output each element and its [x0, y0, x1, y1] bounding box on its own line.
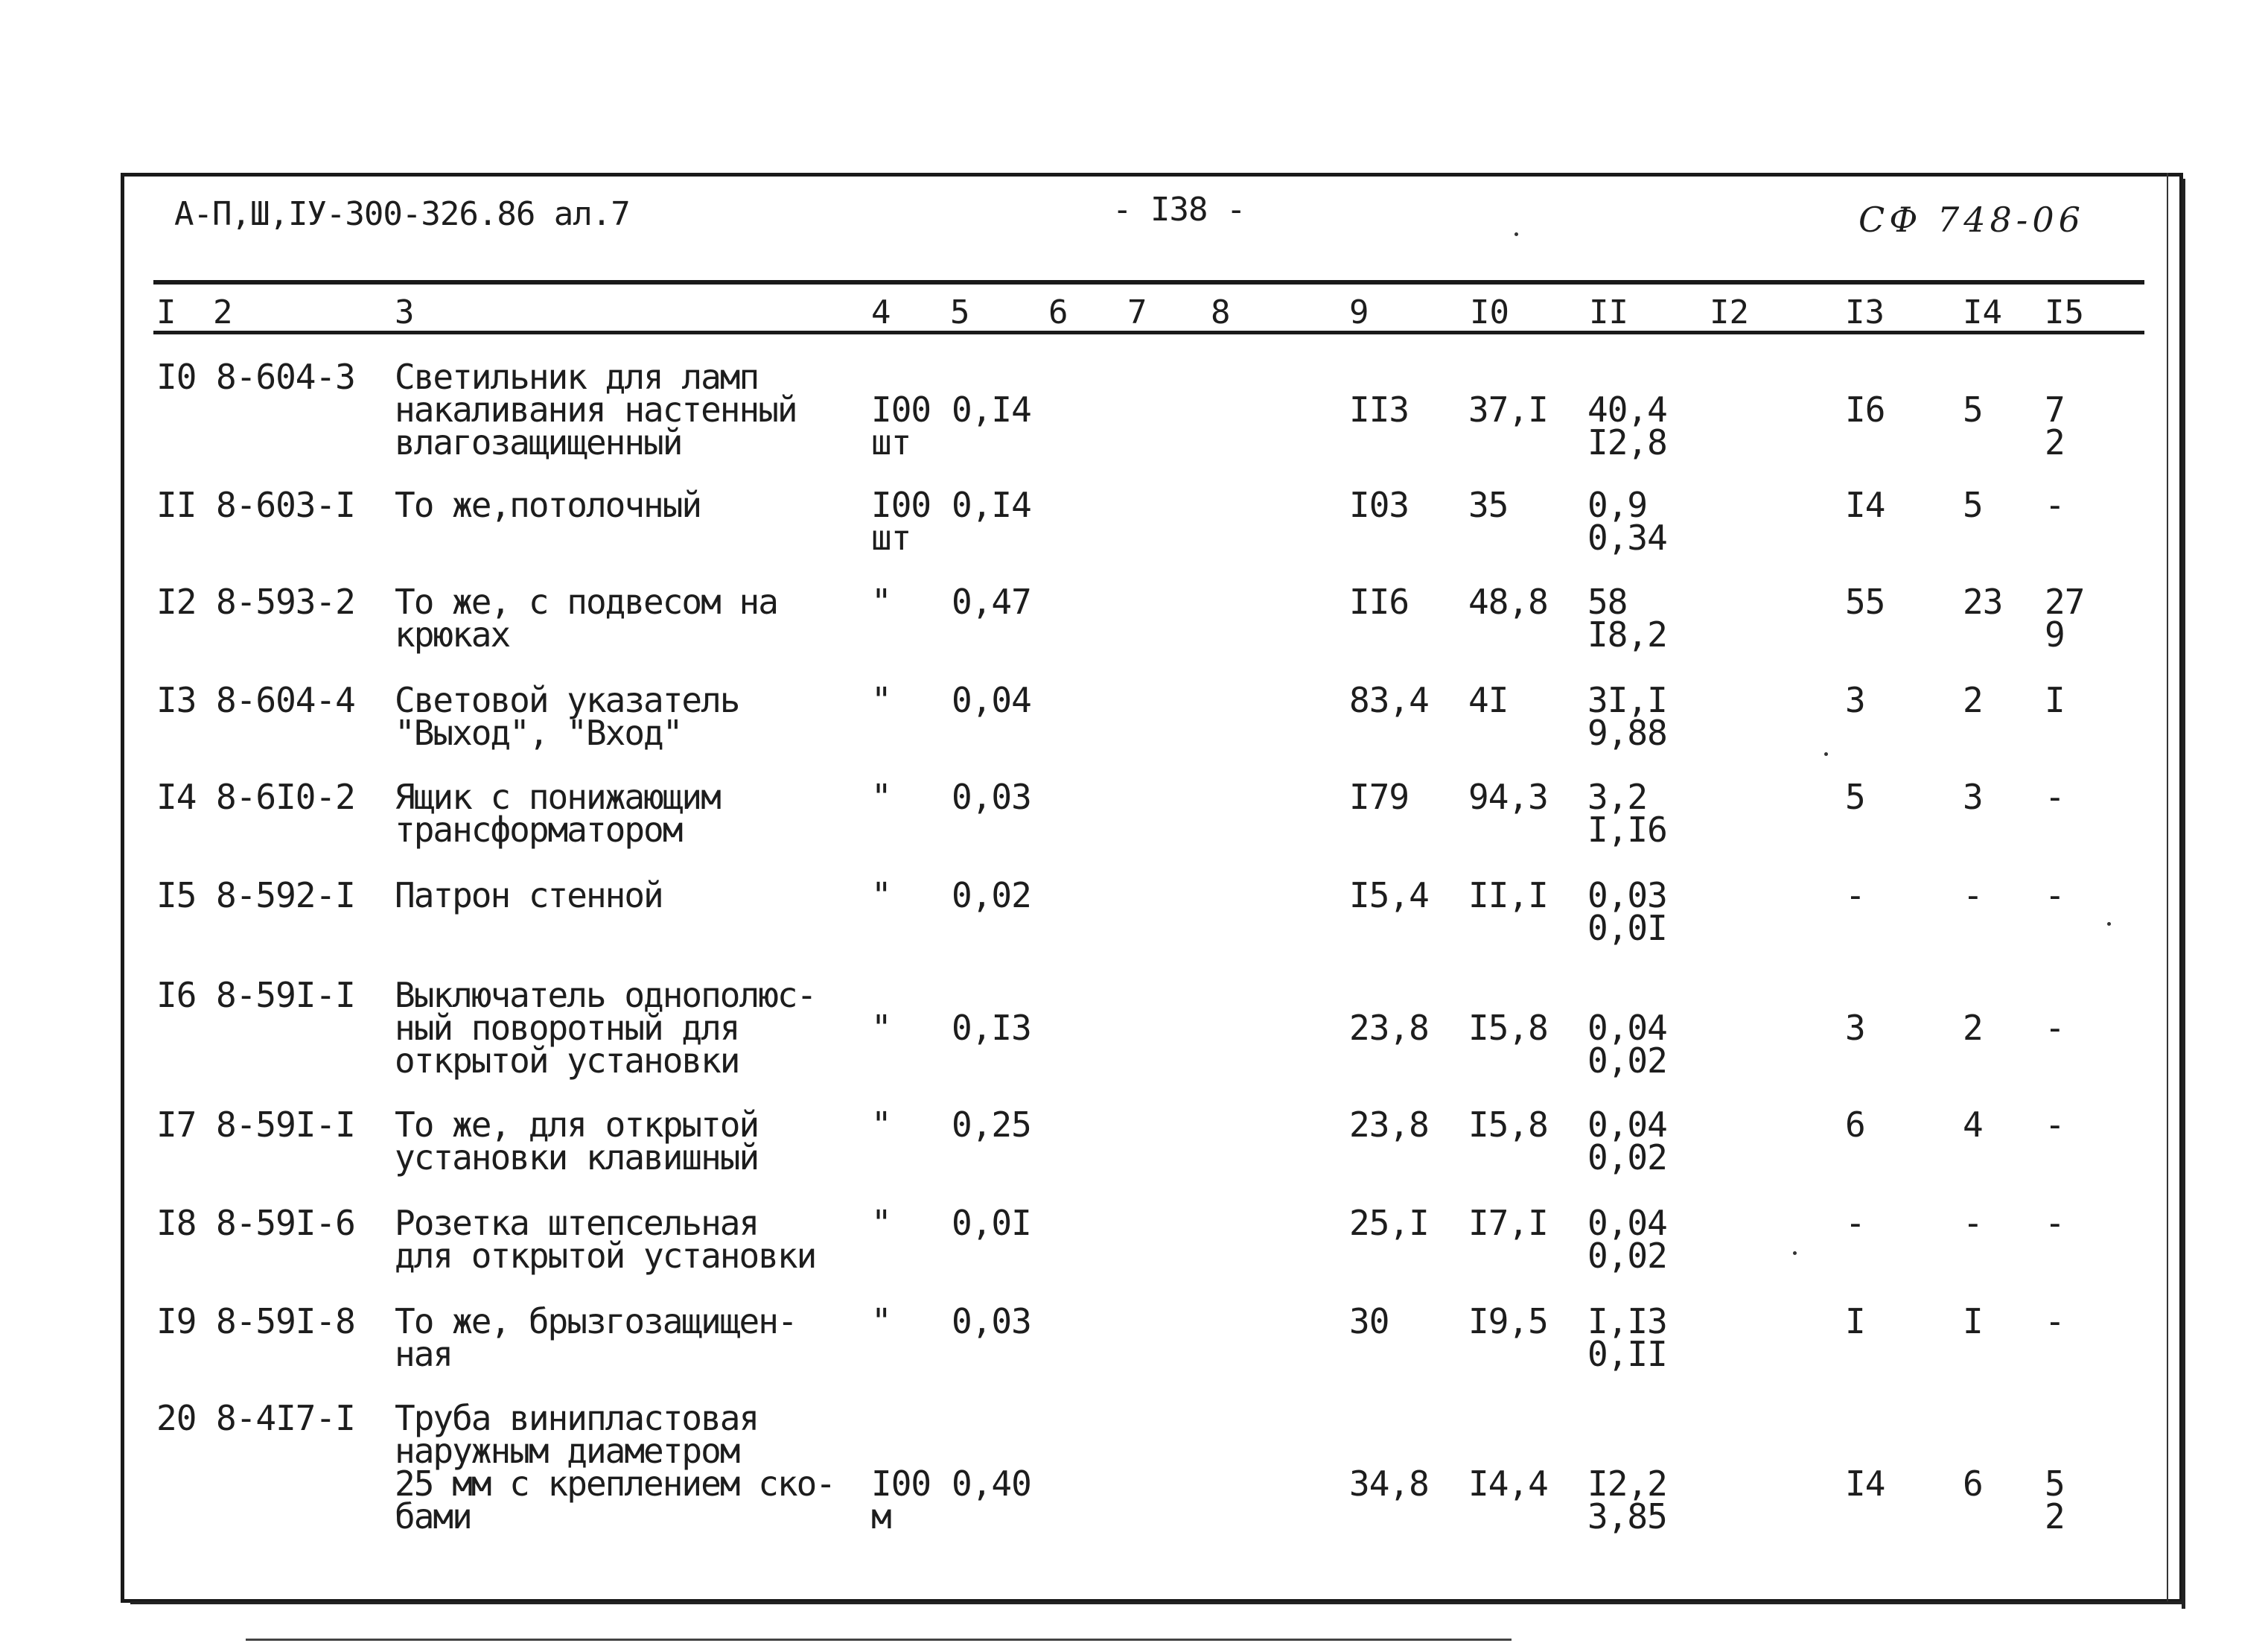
cell-row8-col11: 0,04 0,02 — [1587, 1105, 1667, 1178]
frame-shadow-right — [2182, 179, 2185, 1609]
speck — [1793, 1251, 1797, 1255]
cell-row5-col9: I79 — [1349, 777, 1409, 817]
cell-row11-col4: I00 м — [871, 1464, 931, 1537]
cell-row4-col5: 0,04 — [952, 680, 1031, 720]
cell-row10-col14: I — [1963, 1301, 1983, 1341]
cell-row11-col14: 6 — [1963, 1464, 1983, 1504]
cell-row6-col1: I5 — [156, 875, 197, 915]
cell-row10-col13: I — [1845, 1301, 1865, 1341]
column-header-7: 7 — [1127, 293, 1147, 331]
cell-row10-col15: - — [2045, 1301, 2065, 1341]
cell-row7-col10: I5,8 — [1468, 1008, 1548, 1048]
speck — [2107, 922, 2111, 926]
cell-row9-col1: I8 — [156, 1203, 197, 1243]
cell-row2-col9: I03 — [1349, 485, 1409, 525]
cell-row5-col15: - — [2045, 777, 2065, 817]
cell-row7-col9: 23,8 — [1349, 1008, 1429, 1048]
cell-row8-col3: То же, для открытой установки клавишный — [395, 1105, 759, 1178]
cell-row2-col1: II — [156, 485, 197, 525]
cell-row2-col4: I00 шт — [871, 485, 931, 558]
cell-row11-col3: Труба винипластовая наружным диаметром 25 мм с креплением ско- бами — [395, 1398, 835, 1537]
document-code: А-П,Ш,IУ-300-326.86 ал.7 — [174, 195, 630, 233]
cell-row8-col4: " — [871, 1105, 891, 1145]
column-header-12: I2 — [1710, 293, 1749, 331]
cell-row9-col4: " — [871, 1203, 891, 1243]
handwritten-stamp: СФ 748-06 — [1858, 200, 2085, 240]
column-header-4: 4 — [871, 293, 891, 331]
cell-row7-col14: 2 — [1963, 1008, 1983, 1048]
cell-row6-col10: II,I — [1468, 875, 1548, 915]
cell-row9-col15: - — [2045, 1203, 2065, 1243]
cell-row4-col2: 8-604-4 — [216, 680, 355, 720]
cell-row8-col15: - — [2045, 1105, 2065, 1145]
cell-row1-col1: I0 — [156, 357, 197, 397]
cell-row7-col3: Выключатель однополюс- ный поворотный для открытой установки — [395, 975, 816, 1081]
cell-row8-col9: 23,8 — [1349, 1105, 1429, 1145]
column-header-3: 3 — [395, 293, 415, 331]
cell-row2-col11: 0,9 0,34 — [1587, 485, 1667, 558]
cell-row11-col1: 20 — [156, 1398, 197, 1438]
speck — [1514, 232, 1518, 236]
cell-row3-col14: 23 — [1963, 582, 2003, 622]
cell-row6-col14: - — [1963, 875, 1983, 915]
cell-row5-col11: 3,2 I,I6 — [1587, 777, 1667, 850]
cell-row7-col4: " — [871, 1008, 891, 1048]
cell-row11-col10: I4,4 — [1468, 1464, 1548, 1504]
cell-row1-col13: I6 — [1845, 390, 1885, 430]
cell-row7-col2: 8-59I-I — [216, 975, 355, 1015]
cell-row2-col3: То же,потолочный — [395, 485, 701, 525]
cell-row10-col4: " — [871, 1301, 891, 1341]
cell-row4-col11: 3I,I 9,88 — [1587, 680, 1667, 753]
cell-row5-col14: 3 — [1963, 777, 1983, 817]
cell-row6-col15: - — [2045, 875, 2065, 915]
cell-row11-col9: 34,8 — [1349, 1464, 1429, 1504]
cell-row2-col15: - — [2045, 485, 2065, 525]
cell-row9-col9: 25,I — [1349, 1203, 1429, 1243]
cell-row9-col2: 8-59I-6 — [216, 1203, 355, 1243]
column-header-5: 5 — [950, 293, 970, 331]
cell-row3-col1: I2 — [156, 582, 197, 622]
cell-row6-col2: 8-592-I — [216, 875, 355, 915]
cell-row9-col14: - — [1963, 1203, 1983, 1243]
cell-row10-col11: I,I3 0,II — [1587, 1301, 1667, 1374]
cell-row4-col9: 83,4 — [1349, 680, 1429, 720]
cell-row9-col11: 0,04 0,02 — [1587, 1203, 1667, 1276]
cell-row5-col13: 5 — [1845, 777, 1865, 817]
cell-row8-col2: 8-59I-I — [216, 1105, 355, 1145]
cell-row11-col2: 8-4I7-I — [216, 1398, 355, 1438]
cell-row11-col13: I4 — [1845, 1464, 1885, 1504]
cell-row5-col2: 8-6I0-2 — [216, 777, 355, 817]
cell-row1-col11: 40,4 I2,8 — [1587, 390, 1667, 463]
cell-row4-col14: 2 — [1963, 680, 1983, 720]
cell-row1-col3: Светильник для ламп накаливания настенный влагозащищенный — [395, 357, 797, 463]
cell-row2-col5: 0,I4 — [952, 485, 1031, 525]
cell-row8-col5: 0,25 — [952, 1105, 1031, 1145]
cell-row6-col9: I5,4 — [1349, 875, 1429, 915]
cell-row7-col1: I6 — [156, 975, 197, 1015]
cell-row4-col15: I — [2045, 680, 2065, 720]
column-header-15: I5 — [2045, 293, 2084, 331]
cell-row10-col9: 30 — [1349, 1301, 1389, 1341]
frame-edge — [2167, 173, 2168, 1603]
cell-row3-col5: 0,47 — [952, 582, 1031, 622]
cell-row10-col10: I9,5 — [1468, 1301, 1548, 1341]
page-bottom-line — [246, 1639, 1512, 1641]
cell-row4-col1: I3 — [156, 680, 197, 720]
column-header-10: I0 — [1470, 293, 1509, 331]
cell-row1-col5: 0,I4 — [952, 390, 1031, 430]
header-top-rule — [153, 280, 2144, 285]
cell-row8-col1: I7 — [156, 1105, 197, 1145]
cell-row4-col13: 3 — [1845, 680, 1865, 720]
cell-row10-col3: То же, брызгозащищен- ная — [395, 1301, 797, 1374]
cell-row2-col13: I4 — [1845, 485, 1885, 525]
cell-row11-col15: 5 2 — [2045, 1464, 2065, 1537]
cell-row8-col13: 6 — [1845, 1105, 1865, 1145]
cell-row1-col4: I00 шт — [871, 390, 931, 463]
cell-row11-col11: I2,2 3,85 — [1587, 1464, 1667, 1537]
column-header-2: 2 — [213, 293, 233, 331]
cell-row10-col5: 0,03 — [952, 1301, 1031, 1341]
cell-row9-col13: - — [1845, 1203, 1865, 1243]
cell-row3-col15: 27 9 — [2045, 582, 2085, 655]
cell-row3-col13: 55 — [1845, 582, 1885, 622]
cell-row6-col4: " — [871, 875, 891, 915]
cell-row8-col10: I5,8 — [1468, 1105, 1548, 1145]
page-number: - I38 - — [1112, 191, 1246, 229]
cell-row4-col10: 4I — [1468, 680, 1509, 720]
cell-row3-col9: II6 — [1349, 582, 1409, 622]
cell-row9-col3: Розетка штепсельная для открытой установки — [395, 1203, 816, 1276]
cell-row1-col15: 7 2 — [2045, 390, 2065, 463]
cell-row1-col9: II3 — [1349, 390, 1409, 430]
cell-row7-col13: 3 — [1845, 1008, 1865, 1048]
cell-row5-col10: 94,3 — [1468, 777, 1548, 817]
cell-row5-col3: Ящик с понижающим трансформатором — [395, 777, 720, 850]
cell-row7-col15: - — [2045, 1008, 2065, 1048]
cell-row1-col2: 8-604-3 — [216, 357, 355, 397]
cell-row4-col3: Световой указатель "Выход", "Вход" — [395, 680, 739, 753]
cell-row6-col5: 0,02 — [952, 875, 1031, 915]
cell-row3-col3: То же, с подвесом на крюках — [395, 582, 777, 655]
frame-shadow-bottom — [130, 1601, 2185, 1604]
column-header-9: 9 — [1349, 293, 1369, 331]
column-header-1: I — [156, 293, 176, 331]
cell-row11-col5: 0,40 — [952, 1464, 1031, 1504]
cell-row4-col4: " — [871, 680, 891, 720]
cell-row2-col2: 8-603-I — [216, 485, 355, 525]
column-header-14: I4 — [1963, 293, 2002, 331]
cell-row1-col10: 37,I — [1468, 390, 1548, 430]
cell-row6-col3: Патрон стенной — [395, 875, 663, 915]
cell-row5-col5: 0,03 — [952, 777, 1031, 817]
cell-row3-col2: 8-593-2 — [216, 582, 355, 622]
cell-row7-col11: 0,04 0,02 — [1587, 1008, 1667, 1081]
cell-row6-col11: 0,03 0,0I — [1587, 875, 1667, 948]
cell-row8-col14: 4 — [1963, 1105, 1983, 1145]
cell-row1-col14: 5 — [1963, 390, 1983, 430]
column-header-11: II — [1589, 293, 1628, 331]
cell-row3-col10: 48,8 — [1468, 582, 1548, 622]
cell-row5-col1: I4 — [156, 777, 197, 817]
cell-row3-col4: " — [871, 582, 891, 622]
cell-row10-col1: I9 — [156, 1301, 197, 1341]
column-header-6: 6 — [1048, 293, 1068, 331]
cell-row6-col13: - — [1845, 875, 1865, 915]
cell-row10-col2: 8-59I-8 — [216, 1301, 355, 1341]
cell-row9-col5: 0,0I — [952, 1203, 1031, 1243]
cell-row7-col5: 0,I3 — [952, 1008, 1031, 1048]
cell-row9-col10: I7,I — [1468, 1203, 1548, 1243]
cell-row2-col10: 35 — [1468, 485, 1509, 525]
cell-row5-col4: " — [871, 777, 891, 817]
cell-row3-col11: 58 I8,2 — [1587, 582, 1667, 655]
cell-row2-col14: 5 — [1963, 485, 1983, 525]
column-header-13: I3 — [1845, 293, 1885, 331]
speck — [1824, 752, 1828, 756]
column-header-8: 8 — [1211, 293, 1231, 331]
